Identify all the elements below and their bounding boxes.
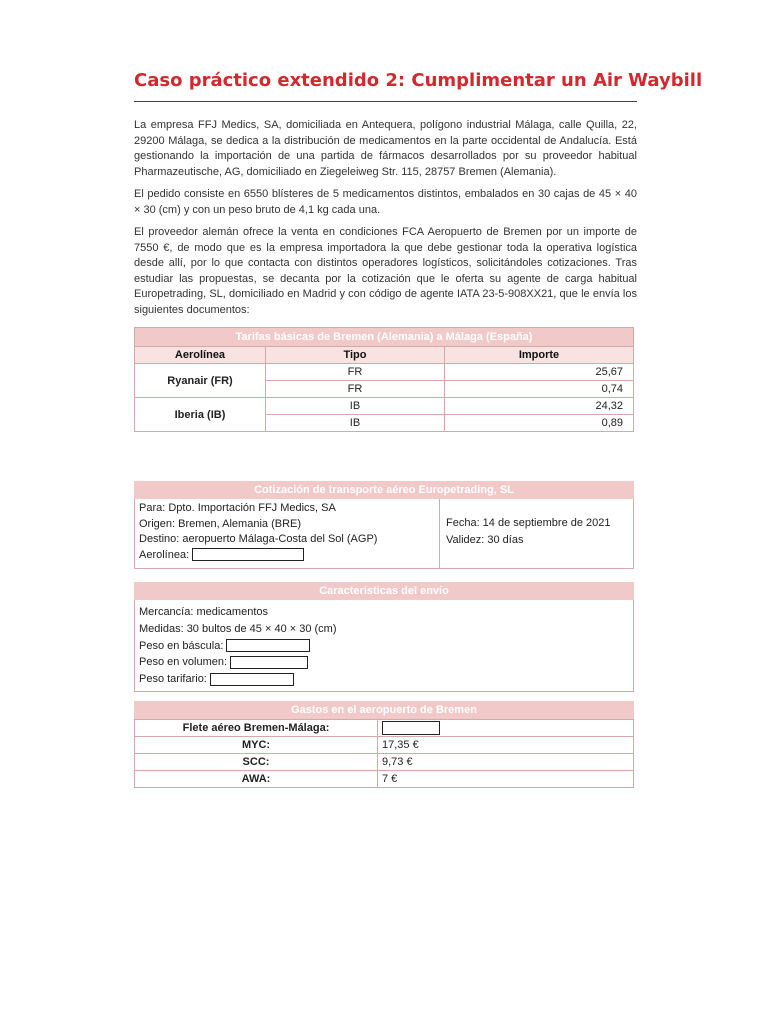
airline-cell: Ryanair (FR) [135, 364, 266, 398]
table-row [135, 398, 634, 415]
airline-cell: Iberia (IB) [135, 398, 266, 432]
table-row [135, 720, 634, 737]
gasto-value: 17,35 € [378, 737, 634, 754]
cotizacion-box [134, 481, 634, 569]
column-header-importe: Importe [445, 347, 634, 364]
page-title: Caso práctico extendido 2: Cumplimentar un Air Waybill [134, 70, 703, 91]
table-row [135, 364, 634, 381]
origen-text: Origen: Bremen, Alemania (BRE) [139, 517, 302, 530]
table-row [135, 771, 634, 788]
peso-tarifario-field[interactable] [210, 673, 294, 686]
tipo-cell: FR [266, 364, 445, 381]
column-header-airline: Aerolínea [135, 347, 266, 364]
peso-volumen-label: Peso en volumen: [139, 656, 228, 669]
mercancia-text: Mercancía: medicamentos [139, 606, 268, 618]
tarifas-table-box [134, 327, 634, 432]
validez-text: Validez: 30 días [446, 534, 524, 546]
gastos-table [134, 719, 634, 788]
importe-cell: 25,67 [445, 364, 634, 381]
table-row [135, 737, 634, 754]
aerolinea-label: Aerolínea: [139, 548, 190, 561]
column-header-tipo: Tipo [266, 347, 445, 364]
intro-text [134, 118, 637, 325]
tarifas-caption: Tarifas básicas de Bremen (Alemania) a Málaga (España) [135, 328, 634, 347]
peso-bascula-field[interactable] [226, 639, 310, 652]
importe-cell: 24,32 [445, 398, 634, 415]
fecha-text: Fecha: 14 de septiembre de 2021 [446, 517, 611, 529]
gastos-caption: Gastos en el aeropuerto de Bremen [134, 701, 634, 719]
tipo-cell: FR [266, 381, 445, 398]
flete-label: Flete aéreo Bremen-Málaga: [135, 720, 378, 737]
flete-cell [378, 720, 634, 737]
medidas-text: Medidas: 30 bultos de 45 × 40 × 30 (cm) [139, 622, 337, 635]
caracteristicas-box [134, 582, 634, 692]
peso-bascula-label: Peso en báscula: [139, 639, 224, 652]
importe-cell: 0,89 [445, 415, 634, 432]
gasto-label: SCC: [135, 754, 378, 771]
importe-cell: 0,74 [445, 381, 634, 398]
table-row [135, 754, 634, 771]
intro-paragraph: La empresa FFJ Medics, SA, domiciliada en Antequera, polígono industrial Málaga, calle Quilla, 22, 29200 Málaga, se dedica a la distribución de medicamentos en la parte occidental de Andalucía. Está gestionando la importación de una partida de fármacos desarrollados por su proveedor habitual Pharmazeutische, AG, domiciliado en Ziegeleiweg Str. 115, 28757 Bremen (Alemania). [134, 119, 637, 178]
peso-tarifario-label: Peso tarifario: [139, 673, 207, 686]
flete-field[interactable] [382, 721, 440, 735]
gasto-label: AWA: [135, 771, 378, 788]
intro-paragraph: El proveedor alemán ofrece la venta en condiciones FCA Aeropuerto de Bremen por un importe de 7550 €, de modo que es la empresa importadora la que debe gestionar toda la operativa logística desde allí, por lo que contacta con distintos operadores logísticos, solicitándoles cotizaciones. Tras estudiar las propuestas, se decanta por la cotización que le oferta su agente de carga habitual Europetrading, SL, domiciliado en Madrid y con código de agente IATA 23-5-908XX21, que le envía los siguientes documentos: [134, 226, 637, 316]
para-text: Para: Dpto. Importación FFJ Medics, SA [139, 502, 336, 514]
gastos-box [134, 701, 634, 788]
gasto-label: MYC: [135, 737, 378, 754]
gasto-value: 7 € [378, 771, 634, 788]
title-divider [134, 101, 637, 102]
gasto-value: 9,73 € [378, 754, 634, 771]
destino-text: Destino: aeropuerto Málaga-Costa del Sol (AGP) [139, 533, 378, 545]
tipo-cell: IB [266, 415, 445, 432]
aerolinea-field[interactable] [192, 548, 304, 561]
intro-paragraph: El pedido consiste en 6550 blísteres de 5 medicamentos distintos, embalados en 30 cajas de 45 × 40 × 30 (cm) y con un peso bruto de 4,1 kg cada una. [134, 188, 637, 216]
peso-volumen-field[interactable] [230, 656, 308, 669]
caracteristicas-caption: Características del envío [134, 582, 634, 600]
tarifas-table [134, 327, 634, 432]
cotizacion-caption: Cotización de transporte aéreo Europetrading, SL [134, 481, 634, 499]
tipo-cell: IB [266, 398, 445, 415]
